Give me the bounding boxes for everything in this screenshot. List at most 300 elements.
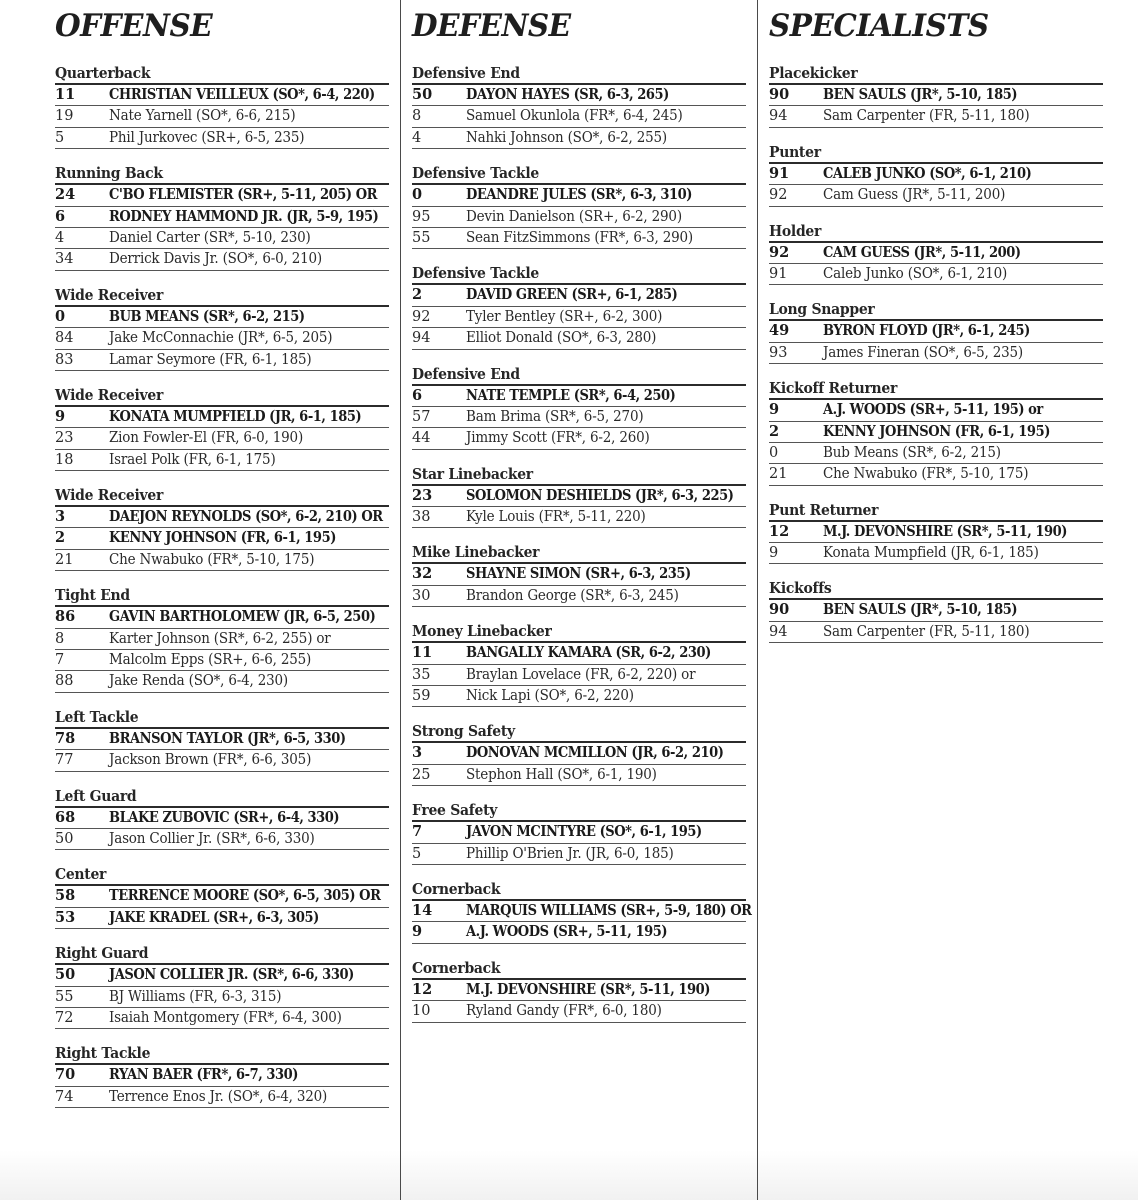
player-name: M.J. DEVONSHIRE (SR*, 5-11, 190) [823,522,1068,540]
jersey-number: 5 [55,129,65,146]
jersey-number: 3 [55,508,66,526]
jersey-number: 2 [769,422,780,440]
player-row-starter [55,85,389,106]
player-name: Isaiah Montgomery (FR*, 6-4, 300) [109,1009,342,1026]
player-name: BUB MEANS (SR*, 6-2, 215) [109,307,305,325]
player-name: Tyler Bentley (SR+, 6-2, 300) [466,308,663,325]
position-group [769,578,1103,643]
position-label: Wide Receiver [55,385,164,404]
jersey-number: 70 [55,1066,76,1084]
player-name: Phillip O'Brien Jr. (JR, 6-0, 185) [466,845,674,862]
jersey-number: 50 [55,830,74,847]
player-row [55,750,389,771]
player-list [412,484,746,529]
jersey-number: 38 [412,509,431,526]
position-label: Punter [769,142,821,161]
jersey-number: 91 [769,164,790,182]
jersey-number: 58 [55,887,76,905]
player-list [769,162,1103,207]
player-list [412,641,746,707]
player-row-starter [55,1065,389,1086]
player-row-starter [55,908,389,929]
player-name: Konata Mumpfield (JR, 6-1, 185) [823,545,1039,562]
position-group [55,285,389,371]
position-label: Center [55,865,107,884]
player-row-starter [769,85,1103,106]
jersey-number: 9 [55,407,66,425]
jersey-number: 35 [412,666,431,683]
position-label: Defensive Tackle [412,164,539,183]
position-group [769,299,1103,364]
jersey-number: 7 [412,823,423,841]
player-name: RODNEY HAMMOND JR. (JR, 5-9, 195) [109,207,379,225]
player-row-starter [769,600,1103,621]
player-list [412,562,746,607]
defense-column [412,0,752,1200]
position-group [769,142,1103,207]
position-group [769,63,1103,128]
player-row-starter [769,422,1103,443]
position-groups [769,63,1103,643]
jersey-number: 0 [55,307,66,325]
player-row [769,443,1103,464]
player-name: DAVID GREEN (SR+, 6-1, 285) [466,286,678,304]
jersey-number: 68 [55,808,76,826]
player-list [55,806,389,851]
player-list [769,398,1103,486]
player-list [412,83,746,149]
jersey-number: 83 [55,351,74,368]
position-group [412,63,746,149]
player-row-starter [412,486,746,507]
player-name: Bub Means (SR*, 6-2, 215) [823,444,1001,461]
player-row-starter [769,321,1103,342]
position-group [412,542,746,607]
unit-title-offense: OFFENSE [55,8,213,44]
position-group [55,585,389,693]
player-row [55,228,389,249]
jersey-number: 94 [769,108,788,125]
position-label: Left Tackle [55,707,139,726]
player-name: RYAN BAER (FR*, 6-7, 330) [109,1066,299,1084]
jersey-number: 74 [55,1088,74,1105]
position-groups [55,63,389,1108]
player-row [412,128,746,149]
jersey-number: 19 [55,108,74,125]
jersey-number: 21 [55,551,74,568]
jersey-number: 50 [412,86,433,103]
player-list [412,820,746,865]
player-name: SOLOMON DESHIELDS (JR*, 6-3, 225) [466,486,734,504]
position-label: Left Guard [55,786,137,805]
player-list [769,83,1103,128]
position-group [412,721,746,786]
player-list [55,963,389,1029]
player-row-starter [769,164,1103,185]
player-row [769,543,1103,564]
player-row-starter [412,980,746,1001]
jersey-number: 23 [412,486,433,504]
player-row-starter [55,607,389,628]
player-row-starter [769,522,1103,543]
position-label: Strong Safety [412,722,515,741]
position-label: Placekicker [769,64,858,82]
player-name: BRANSON TAYLOR (JR*, 6-5, 330) [109,729,346,747]
player-name: Kyle Louis (FR*, 5-11, 220) [466,509,646,526]
jersey-number: 50 [55,966,76,984]
player-list [55,83,389,149]
player-list [412,899,752,944]
position-group [412,621,746,707]
player-row-starter [55,886,389,907]
jersey-number: 95 [412,208,431,225]
player-name: CALEB JUNKO (SO*, 6-1, 210) [823,164,1032,182]
position-group [55,1043,389,1108]
player-row-starter [55,808,389,829]
jersey-number: 72 [55,1009,74,1026]
position-group [769,221,1103,286]
player-list [769,598,1103,643]
jersey-number: 94 [412,330,431,347]
column-divider [757,0,758,1200]
position-group [412,364,746,450]
player-name: Jake McConnachie (JR*, 6-5, 205) [109,330,333,347]
position-group [412,958,746,1023]
position-group [55,864,389,929]
player-list [769,319,1103,364]
jersey-number: 0 [769,444,779,461]
player-name: JAVON MCINTYRE (SO*, 6-1, 195) [466,823,702,841]
position-label: Holder [769,221,822,240]
player-list [55,305,389,371]
player-name: BLAKE ZUBOVIC (SR+, 6-4, 330) [109,808,340,826]
position-label: Free Safety [412,801,498,820]
jersey-number: 78 [55,729,76,747]
player-name: Braylan Lovelace (FR, 6-2, 220) or [466,666,696,683]
player-name: KENNY JOHNSON (FR, 6-1, 195) [823,422,1050,440]
jersey-number: 34 [55,251,74,268]
player-row [55,671,389,692]
jersey-number: 86 [55,608,76,626]
player-name: Israel Polk (FR, 6-1, 175) [109,451,276,468]
player-list [55,405,389,471]
player-name: CAM GUESS (JR*, 5-11, 200) [823,243,1021,261]
player-name: NATE TEMPLE (SR*, 6-4, 250) [466,386,676,404]
player-name: Sean FitzSimmons (FR*, 6-3, 290) [466,229,693,246]
player-list [55,505,389,571]
position-group [55,485,389,571]
jersey-number: 0 [412,186,423,204]
player-row [55,328,389,349]
player-name: Cam Guess (JR*, 5-11, 200) [823,187,1006,204]
player-row [55,428,389,449]
position-group [55,385,389,471]
position-group [769,500,1103,565]
player-list [55,1063,389,1108]
jersey-number: 84 [55,330,74,347]
jersey-number: 6 [412,386,423,404]
position-label: Kickoff Returner [769,379,898,398]
jersey-number: 55 [412,229,431,246]
jersey-number: 94 [769,623,788,640]
position-group [55,943,389,1029]
position-label: Quarterback [55,64,151,82]
player-row-starter [55,965,389,986]
position-label: Tight End [55,586,130,605]
player-row [412,1001,746,1022]
player-row-starter [55,207,389,228]
player-list [412,183,746,249]
position-label: Kickoffs [769,579,832,598]
player-row-starter [55,507,389,528]
jersey-number: 24 [55,186,76,204]
player-name: JASON COLLIER JR. (SR*, 6-6, 330) [109,966,354,984]
player-name: DONOVAN MCMILLON (JR, 6-2, 210) [466,744,724,762]
jersey-number: 11 [412,644,433,662]
player-row-starter [769,243,1103,264]
jersey-number: 32 [412,565,433,583]
player-row [412,228,746,249]
player-row-starter [55,528,389,549]
player-row-starter [412,85,746,106]
player-row [55,450,389,471]
position-group [412,879,752,944]
player-row [412,106,746,127]
position-label: Cornerback [412,879,501,898]
player-name: Jimmy Scott (FR*, 6-2, 260) [466,430,650,447]
player-row [412,207,746,228]
player-row-starter [55,185,389,206]
player-name: KENNY JOHNSON (FR, 6-1, 195) [109,529,336,547]
player-row-starter [412,564,746,585]
position-label: Right Tackle [55,1044,151,1063]
player-row-starter [412,901,752,922]
player-name: BYRON FLOYD (JR*, 6-1, 245) [823,322,1030,340]
position-group [55,786,389,851]
jersey-number: 3 [412,744,423,762]
player-row-starter [769,400,1103,421]
jersey-number: 49 [769,322,790,340]
player-name: Jake Renda (SO*, 6-4, 230) [109,673,288,690]
player-name: KONATA MUMPFIELD (JR, 6-1, 185) [109,407,362,425]
jersey-number: 59 [412,688,431,705]
position-label: Wide Receiver [55,285,164,304]
player-row [55,550,389,571]
jersey-number: 14 [412,901,433,919]
jersey-number: 44 [412,430,431,447]
position-group [769,378,1103,486]
player-row [769,343,1103,364]
player-name: BJ Williams (FR, 6-3, 315) [109,988,282,1005]
player-name: Elliot Donald (SO*, 6-3, 280) [466,330,657,347]
player-name: Bam Brima (SR*, 6-5, 270) [466,408,644,425]
position-group [55,63,389,149]
jersey-number: 88 [55,673,74,690]
jersey-number: 2 [55,529,66,547]
player-row [55,1087,389,1108]
jersey-number: 23 [55,430,74,447]
position-label: Punt Returner [769,500,879,519]
player-row [412,328,746,349]
player-row-starter [55,729,389,750]
jersey-number: 25 [412,766,431,783]
player-name: Terrence Enos Jr. (SO*, 6-4, 320) [109,1088,328,1105]
player-row [769,264,1103,285]
player-row [55,128,389,149]
player-row [55,829,389,850]
player-list [55,727,389,772]
player-name: Nate Yarnell (SO*, 6-6, 215) [109,108,296,125]
player-list [769,241,1103,286]
jersey-number: 30 [412,587,431,604]
player-row [412,586,746,607]
position-label: Running Back [55,164,163,183]
position-label: Right Guard [55,944,149,963]
player-row [412,686,746,707]
jersey-number: 9 [769,401,780,419]
player-name: M.J. DEVONSHIRE (SR*, 5-11, 190) [466,980,711,998]
specialists-column [769,0,1103,1200]
player-name: BEN SAULS (JR*, 5-10, 185) [823,601,1018,619]
player-row [55,249,389,270]
player-row [412,407,746,428]
player-list [55,605,389,693]
player-name: C'BO FLEMISTER (SR+, 5-11, 205) OR [109,186,378,204]
position-label: Defensive End [412,364,520,383]
jersey-number: 9 [412,923,423,941]
player-row-starter [412,743,746,764]
player-row [55,629,389,650]
column-divider [400,0,401,1200]
player-name: Sam Carpenter (FR, 5-11, 180) [823,108,1030,125]
jersey-number: 90 [769,601,790,619]
jersey-number: 18 [55,451,74,468]
position-label: Cornerback [412,958,501,977]
player-name: Ryland Gandy (FR*, 6-0, 180) [466,1003,662,1020]
jersey-number: 12 [412,980,433,998]
position-label: Defensive End [412,64,520,82]
player-name: BANGALLY KAMARA (SR, 6-2, 230) [466,644,711,662]
jersey-number: 92 [412,308,431,325]
jersey-number: 9 [769,545,779,562]
player-name: Lamar Seymore (FR, 6-1, 185) [109,351,312,368]
position-label: Star Linebacker [412,464,533,483]
jersey-number: 8 [55,630,65,647]
player-name: Brandon George (SR*, 6-3, 245) [466,587,679,604]
player-row [55,1008,389,1029]
position-group [412,163,746,249]
player-name: Phil Jurkovec (SR+, 6-5, 235) [109,129,305,146]
player-name: TERRENCE MOORE (SO*, 6-5, 305) OR [109,887,381,905]
player-name: A.J. WOODS (SR+, 5-11, 195) or [823,401,1043,419]
player-row [769,622,1103,643]
player-name: Sam Carpenter (FR, 5-11, 180) [823,623,1030,640]
player-name: A.J. WOODS (SR+, 5-11, 195) [466,923,668,941]
player-name: Zion Fowler-El (FR, 6-0, 190) [109,430,304,447]
player-row [769,185,1103,206]
position-group [412,464,746,529]
jersey-number: 91 [769,265,788,282]
player-row [769,106,1103,127]
player-row [412,307,746,328]
jersey-number: 90 [769,86,790,103]
player-row [769,464,1103,485]
player-name: Karter Johnson (SR*, 6-2, 255) or [109,630,331,647]
player-row [412,428,746,449]
player-name: Malcolm Epps (SR+, 6-6, 255) [109,652,312,669]
player-name: GAVIN BARTHOLOMEW (JR, 6-5, 250) [109,608,376,626]
position-group [55,163,389,271]
player-name: DAEJON REYNOLDS (SO*, 6-2, 210) OR [109,508,383,526]
unit-title-defense: DEFENSE [412,8,571,44]
jersey-number: 2 [412,286,423,304]
player-name: Jackson Brown (FR*, 6-6, 305) [109,752,312,769]
jersey-number: 5 [412,845,422,862]
player-name: JAKE KRADEL (SR+, 6-3, 305) [109,908,319,926]
player-row [55,650,389,671]
position-group [412,800,746,865]
position-label: Mike Linebacker [412,543,540,562]
jersey-number: 10 [412,1003,431,1020]
player-row [412,507,746,528]
player-name: Derrick Davis Jr. (SO*, 6-0, 210) [109,251,322,268]
jersey-number: 55 [55,988,74,1005]
jersey-number: 93 [769,344,788,361]
player-name: Che Nwabuko (FR*, 5-10, 175) [109,551,315,568]
player-name: Devin Danielson (SR+, 6-2, 290) [466,208,682,225]
player-list [55,884,389,929]
player-list [412,741,746,786]
position-label: Wide Receiver [55,486,164,505]
jersey-number: 92 [769,243,790,261]
player-name: MARQUIS WILLIAMS (SR+, 5-9, 180) OR [466,901,752,919]
position-group [55,707,389,772]
player-row [412,844,746,865]
player-name: BEN SAULS (JR*, 5-10, 185) [823,86,1018,103]
player-name: Jason Collier Jr. (SR*, 6-6, 330) [109,830,315,847]
player-list [412,384,746,450]
player-list [412,283,746,349]
jersey-number: 57 [412,408,431,425]
jersey-number: 11 [55,86,76,103]
jersey-number: 6 [55,207,66,225]
player-row-starter [412,922,746,943]
position-groups [412,63,752,1023]
player-list [412,978,746,1023]
position-group [412,263,746,349]
position-label: Defensive Tackle [412,264,539,283]
position-label: Long Snapper [769,300,875,319]
player-row-starter [412,643,746,664]
position-label: Money Linebacker [412,622,552,641]
jersey-number: 77 [55,752,74,769]
player-row-starter [412,185,746,206]
player-name: CHRISTIAN VEILLEUX (SO*, 6-4, 220) [109,86,375,103]
player-name: Nick Lapi (SO*, 6-2, 220) [466,688,634,705]
player-name: SHAYNE SIMON (SR+, 6-3, 235) [466,565,691,583]
jersey-number: 4 [412,129,422,146]
player-name: Nahki Johnson (SO*, 6-2, 255) [466,129,667,146]
player-name: DEANDRE JULES (SR*, 6-3, 310) [466,186,692,204]
offense-column [55,0,389,1200]
unit-title-specialists: SPECIALISTS [769,8,989,44]
player-row-starter [412,386,746,407]
player-row-starter [412,822,746,843]
player-name: DAYON HAYES (SR, 6-3, 265) [466,86,669,103]
jersey-number: 4 [55,229,65,246]
jersey-number: 21 [769,466,788,483]
player-list [55,183,389,271]
